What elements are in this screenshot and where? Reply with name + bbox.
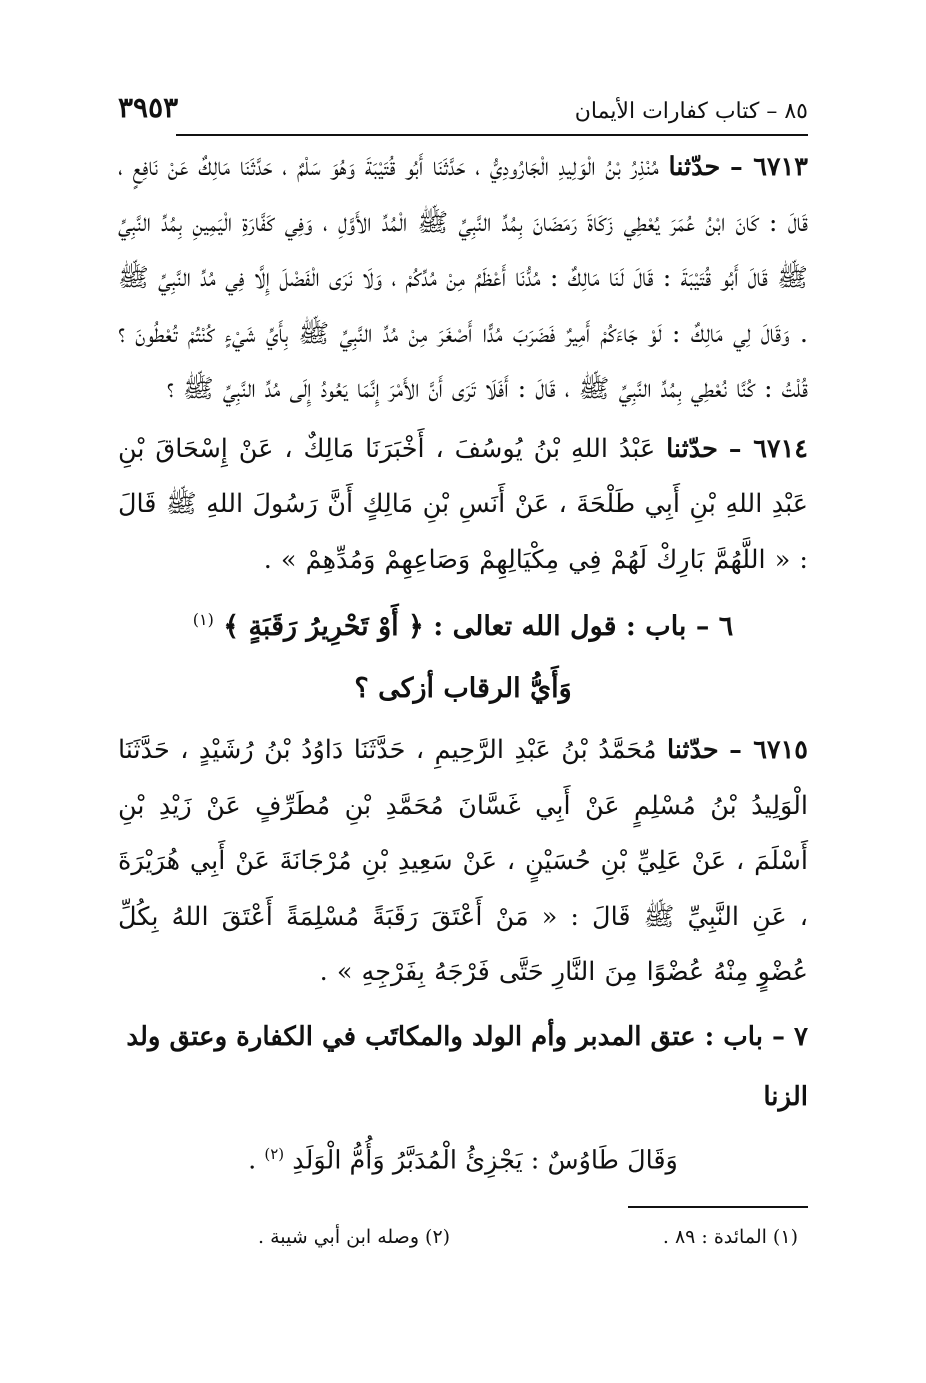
tawus-statement: وَقَالَ طَاوُسٌ : يَجْزِئُ الْمُدَبَّرُ وَأُمُّ الْوَلَدِ <box>292 1145 678 1175</box>
haddathana-word: حدّثنا <box>666 735 719 765</box>
haddathana-word: حدّثنا <box>666 433 718 464</box>
haddathana-word: حدّثنا <box>668 152 721 182</box>
hadith-text: مُنْذِرُ بْنُ الْوَلِيدِ الْجَارُودِيُّ ، حَدَّثَنَا أَبُو قُتَيْبَةَ وَهُوَ سَلْمٌ ، حَدَّثَنَا مَالِكٌ عَنْ نَافِعٍ ، قَالَ : كَانَ ابْنُ عُمَرَ يُعْطِي زَكَاةَ رَمَضَانَ بِمُدِّ النَّبِيِّ ﷺ الْمُدِّ الأَوَّلِ ، وَفِي كَفَّارَةِ الْيَمِينِ بِمُدِّ النَّبِيِّ ﷺ قَالَ أَبُو قُتَيْبَةَ : قَالَ لَنَا مَالِكٌ : مُدُّنَا أَعْظَمُ مِنْ مُدِّكُمْ ، وَلَا نَرَى الْفَضْلَ إِلَّا فِي مُدِّ النَّبِيِّ ﷺ . وَقَالَ لِي مَالِكٌ : لَوْ جَاءَكُمْ أَمِيرٌ فَضَرَبَ مُدًّا أَصْغَرَ مِنْ مُدِّ النَّبِيِّ ﷺ بِأَيِّ شَيْءٍ كُنْتُمْ تُعْطُونَ ؟ قُلْتُ : كُنَّا نُعْطِي بِمُدِّ النَّبِيِّ ﷺ ، قَالَ : أَفَلَا تَرَى أَنَّ الأَمْرَ إِنَّمَا يَعُودُ إِلَى مُدِّ النَّبِيِّ ﷺ ؟ <box>118 152 808 404</box>
footnotes <box>118 1226 808 1248</box>
footnote-divider <box>628 1206 808 1208</box>
bab-7-text <box>118 1127 808 1189</box>
bab-7-heading: ٧ – باب : عتق المدبر وأم الولد والمكاتَب في الكفارة وعتق ولد الزنا <box>126 1021 808 1112</box>
page-header <box>118 88 808 124</box>
bab-6-title: ٦ – باب : قول الله تعالى : ﴿ أَوْ تَحْرِيرُ رَقَبَةٍ ﴾ <box>223 611 734 642</box>
footnote-ref-1: (١) <box>192 610 214 629</box>
header-divider <box>176 134 808 136</box>
hadith-text: عَبْدُ اللهِ بْنُ يُوسُفَ ، أَخْبَرَنَا مَالِكٌ ، عَنْ إِسْحَاقَ بْنِ عَبْدِ اللهِ بْنِ أَبِي طَلْحَةَ ، عَنْ أَنَسِ بْنِ مَالِكٍ أَنَّ رَسُولَ اللهِ ﷺ قَالَ : « اللَّهُمَّ بَارِكْ لَهُمْ فِي مِكْيَالِهِمْ وَصَاعِهِمْ وَمُدِّهِمْ » . <box>118 433 808 575</box>
bab-6-heading <box>118 590 808 657</box>
footnote-2: (٢) وصله ابن أبي شيبة . <box>258 1226 451 1248</box>
hadith-number: ٦٧١٣ – <box>729 152 808 182</box>
hadith-number: ٦٧١٤ – <box>728 433 809 464</box>
hadith-text: مُحَمَّدُ بْنُ عَبْدِ الرَّحِيمِ ، حَدَّثَنَا دَاوُدُ بْنُ رُشَيْدٍ ، حَدَّثَنَا الْوَلِيدُ بْنُ مُسْلِمٍ عَنْ أَبِي غَسَّانَ مُحَمَّدِ بْنِ مُطَرِّفٍ عَنْ زَيْدِ بْنِ أَسْلَمَ ، عَنْ عَلِيِّ بْنِ حُسَيْنٍ ، عَنْ سَعِيدِ بْنِ مُرْجَانَةَ عَنْ أَبِي هُرَيْرَةَ ، عَنِ النَّبِيِّ ﷺ قَالَ : « مَنْ أَعْتَقَ رَقَبَةً مُسْلِمَةً أَعْتَقَ اللهُ بِكُلِّ عُضْوٍ مِنْهُ عُضْوًا مِنَ النَّارِ حَتَّى فَرْجَهُ بِفَرْجِهِ » . <box>118 735 808 987</box>
bab-6-subheading: وَأَيُّ الرقاب أزكى ؟ <box>354 673 572 704</box>
chapter-title: ٨٥ – كتاب كفارات الأيمان <box>574 99 808 124</box>
footnote-ref-2: (٢) <box>264 1144 285 1163</box>
end-mark: . <box>248 1145 257 1175</box>
footnote-1: (١) المائدة : ٨٩ . <box>662 1226 798 1248</box>
page-number: ٣٩٥٣ <box>118 91 179 124</box>
hadith-number: ٦٧١٥ – <box>729 735 808 765</box>
hadith-6713 <box>118 140 808 418</box>
hadith-6714 <box>118 422 808 589</box>
hadith-6715 <box>118 723 808 1001</box>
